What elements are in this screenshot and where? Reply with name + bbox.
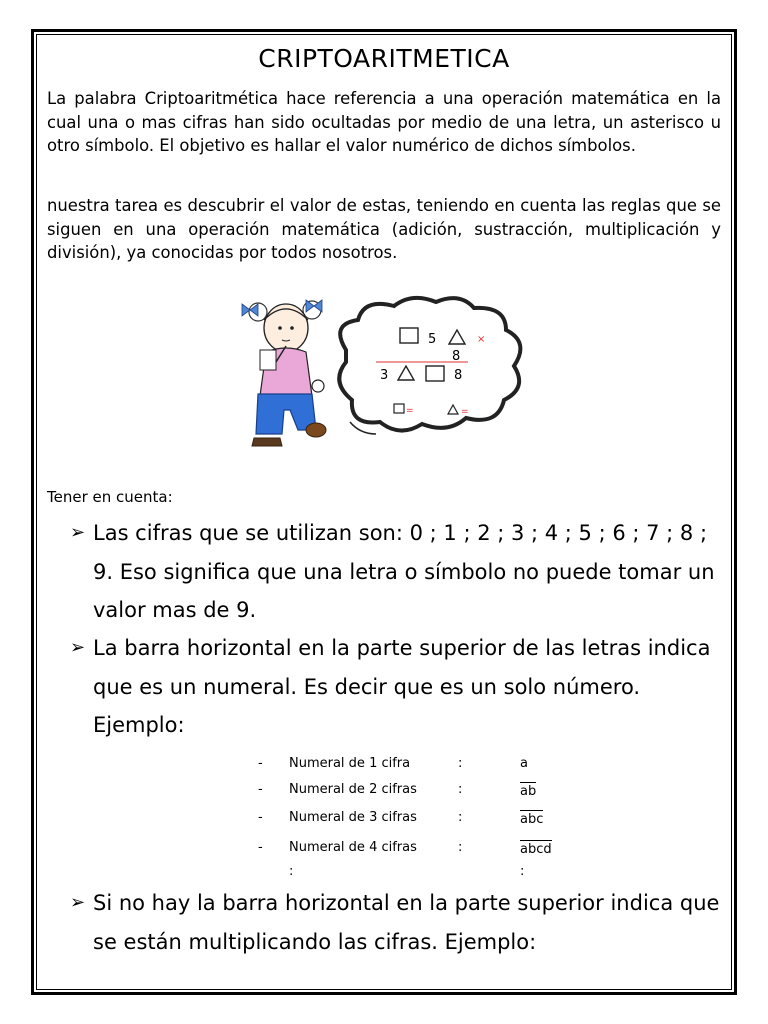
thought-cloud: [339, 298, 520, 434]
crypto-triangle-equals: =: [461, 407, 469, 417]
bullet-text: Si no hay la barra horizontal en la parte superior indica que se están multiplicando las cifras. Ejemplo:: [93, 891, 720, 954]
example-colon: :: [458, 840, 463, 855]
example-row: [258, 782, 588, 804]
example-colon: :: [458, 756, 463, 771]
note-heading: Tener en cuenta:: [47, 488, 173, 506]
crypto-digit-3: 3: [380, 368, 389, 383]
example-row: [258, 840, 588, 862]
example-label: Numeral de 4 cifras: [289, 840, 417, 855]
bullet-text: Las cifras que se utilizan son: 0 ; 1 ; 2 ; 3 ; 4 ; 5 ; 6 ; 7 ; 8 ; 9. Eso significa que una letra o símbolo no puede tomar un valor mas de 9.: [93, 521, 715, 622]
task-paragraph: nuestra tarea es descubrir el valor de estas, teniendo en cuenta las reglas que se siguen en una operación matemática (adición, sustracción, multiplicación y división), ya conocidas por todos nosotros.: [47, 196, 721, 262]
example-value: a: [520, 756, 528, 771]
example-row: [258, 810, 588, 832]
bullet-item: [70, 514, 722, 634]
thinking-girl-illustration: [236, 290, 528, 450]
example-value: ab: [520, 784, 537, 799]
crypto-digit-8: 8: [454, 368, 463, 383]
arrow-bullet-icon: ➢: [70, 637, 86, 658]
example-dash: -: [258, 756, 263, 771]
crypto-multiply-sign: ×: [477, 334, 486, 345]
example-continuation-colon: :: [289, 864, 294, 879]
example-label: Numeral de 2 cifras: [289, 782, 417, 797]
example-dash: -: [258, 810, 263, 825]
bullet-item: [70, 884, 722, 964]
page-title: CRIPTOARITMETICA: [258, 44, 510, 73]
example-dash: -: [258, 782, 263, 797]
example-label: Numeral de 1 cifra: [289, 756, 411, 771]
arrow-bullet-icon: ➢: [70, 522, 86, 543]
girl-figure: [242, 300, 326, 446]
example-value: abcd: [520, 842, 552, 857]
crypto-square-equals: =: [406, 406, 414, 416]
example-colon: :: [458, 782, 463, 797]
crypto-multiplier: 8: [452, 349, 461, 364]
example-dash: -: [258, 840, 263, 855]
example-label: Numeral de 3 cifras: [289, 810, 417, 825]
arrow-bullet-icon: ➢: [70, 892, 86, 913]
bullet-text: La barra horizontal en la parte superior de las letras indica que es un numeral. Es decir que es un solo número. Ejemplo:: [93, 636, 711, 737]
example-value: abc: [520, 812, 544, 827]
crypto-digit-5: 5: [428, 332, 437, 347]
example-row: [258, 756, 588, 778]
example-colon: :: [458, 810, 463, 825]
example-continuation-colon-right: :: [520, 864, 525, 879]
bullet-item: [70, 629, 722, 749]
intro-paragraph: La palabra Criptoaritmética hace referencia a una operación matemática en la cual una o mas cifras han sido ocultadas por medio de una letra, un asterisco u otro símbolo. El objetivo es hallar el valor numérico de dichos símbolos.: [47, 89, 721, 155]
example-continuation: [258, 864, 588, 886]
